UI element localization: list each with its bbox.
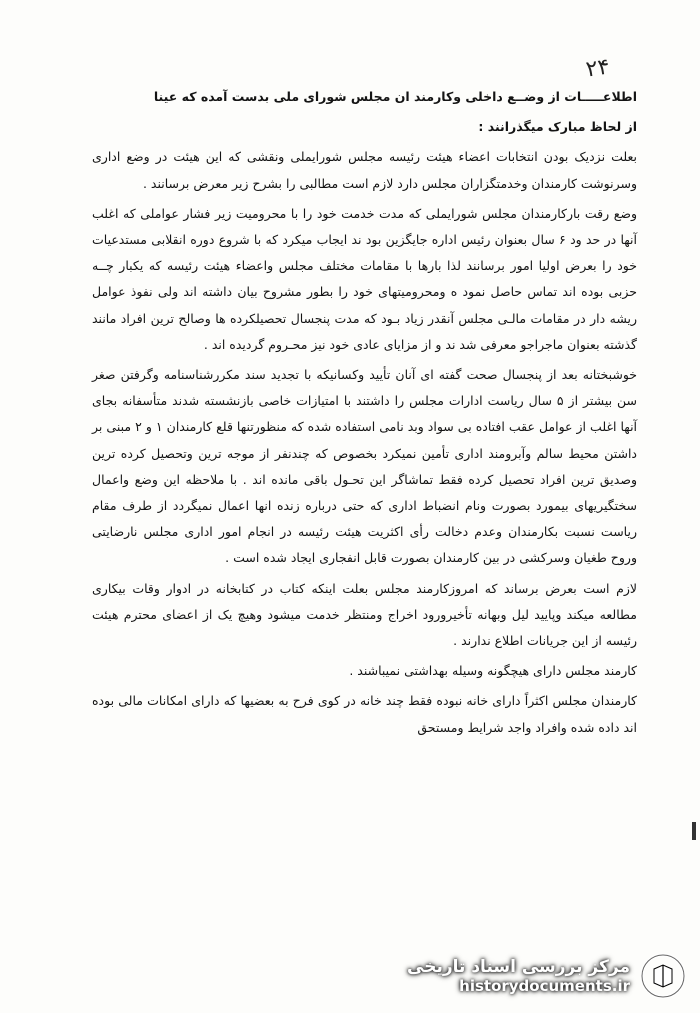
watermark-org-name: مرکز بررسی اسناد تاریخی	[407, 957, 630, 977]
paragraph-6: کارمندان مجلس اکثراً دارای خانه نبوده فقط چند خانه در کوی فرح به بعضیها که دارای امکانات مالی بوده اند داده شده وافراد واجد شرایط ومستحق	[92, 693, 637, 735]
margin-mark	[692, 822, 696, 840]
document-body	[92, 84, 637, 745]
heading-line-2: از لحاظ مبارک میگذرانند :	[478, 119, 637, 135]
watermark-url: historydocuments.ir	[459, 977, 630, 995]
archive-logo-icon	[640, 953, 686, 999]
page-number: ۲۴	[584, 54, 612, 83]
watermark-text	[407, 957, 630, 995]
paragraph-1: بعلت نزدیک بودن انتخابات اعضاء هیئت رئیسه مجلس شورایملی ونقشی که این هیئت در وضع اداری وسرنوشت کارمندان وخدمتگزاران مجلس دارد لازم است مطالبی را بشرح زیر معرض برسانند .	[92, 149, 637, 191]
heading-line-1: اطلاعـــــات از وضــع داخلی وکارمند ان مجلس شورای ملی بدست آمده که عینا	[153, 89, 637, 104]
paragraph-3: خوشبختانه بعد از پنجسال صحت گفته ای آنان تأیید وکسانیکه با تجدید سند مکررشناسنامه وگرفتن صغر سن بیشتر از ۵ سال ریاست ادارات مجلس را داشتند با امتیازات خاصی بازنشسته شدند متأسفانه بجای آنها اغلب از عوامل عقب افتاده بی سواد وبد نامی استفاده شده که منظورتنها قلع کارمندان ۱ و ۲ مبنی بر داشتن محیط سالم وآبرومند اداری تأمین نمیکرد بخصوص که چندنفر از موجه ترین وتحصیل کرده ترین وصدیق ترین افراد تحصیل کرده فقط تماشاگر این تحـول باقی مانده اند . با ملاحظه این وضع واعمال سختگیریهای بیمورد بصورت ونام انضباط اداری که حتی درباره زنده انها اعمال نمیگردد از طرف مقام ریاست نسبت بکارمندان وعدم دخالت رأی اکثریت هیئت رئیسه در انجام امور اداری مجلس نارضایتی وروح طغیان وسرکشی در بین کارمندان بصورت قابل انفجاری ایجاد شده است .	[92, 367, 638, 566]
paragraph-5: کارمند مجلس دارای هیچگونه وسیله بهداشتی نمیباشند .	[349, 663, 637, 679]
paragraph-4: لازم است بعرض برساند که امروزکارمند مجلس بعلت اینکه کتاب در کتابخانه در ادوار وقات بیکاری مطالعه میکند وپایید لیل وبهانه تأخیرورود اخراج ومنتظر خدمت میشود وهیچ یک از اعضای محترم هیئت رئیسه از این جریانات اطلاع ندارند .	[92, 580, 637, 649]
paragraph-2: وضع رقت بارکارمندان مجلس شورایملی که مدت خدمت خود را با محرومیت زیر فشار عواملی که اغلب آنها در حد ود ۶ سال بعنوان رئیس اداره جایگزین بود ند ایجاب میکرد که با شروع دوره انقلابی مستدعیات خود را بعرض اولیا امور برسانند لذا بارها با مقامات مختلف مجلس واعضاء هیئت رئیسه که یکبار چــه حزبی بوده اند تماس حاصل نمود ه ومحرومیتهای خود را بطور مشروح بیان داشته اند ولی نفوذ عوامل ریشه دار در مقامات مالـی مجلس آنقدر زیاد بـود که مدت پنجسال تحصیلکرده ها وصالح ترین افراد مانند گذشته بعنوان ماجراجو معرفی شد ند و از مزایای عادی خود نیز محـروم گردیده اند .	[92, 205, 637, 352]
watermark	[407, 953, 686, 999]
